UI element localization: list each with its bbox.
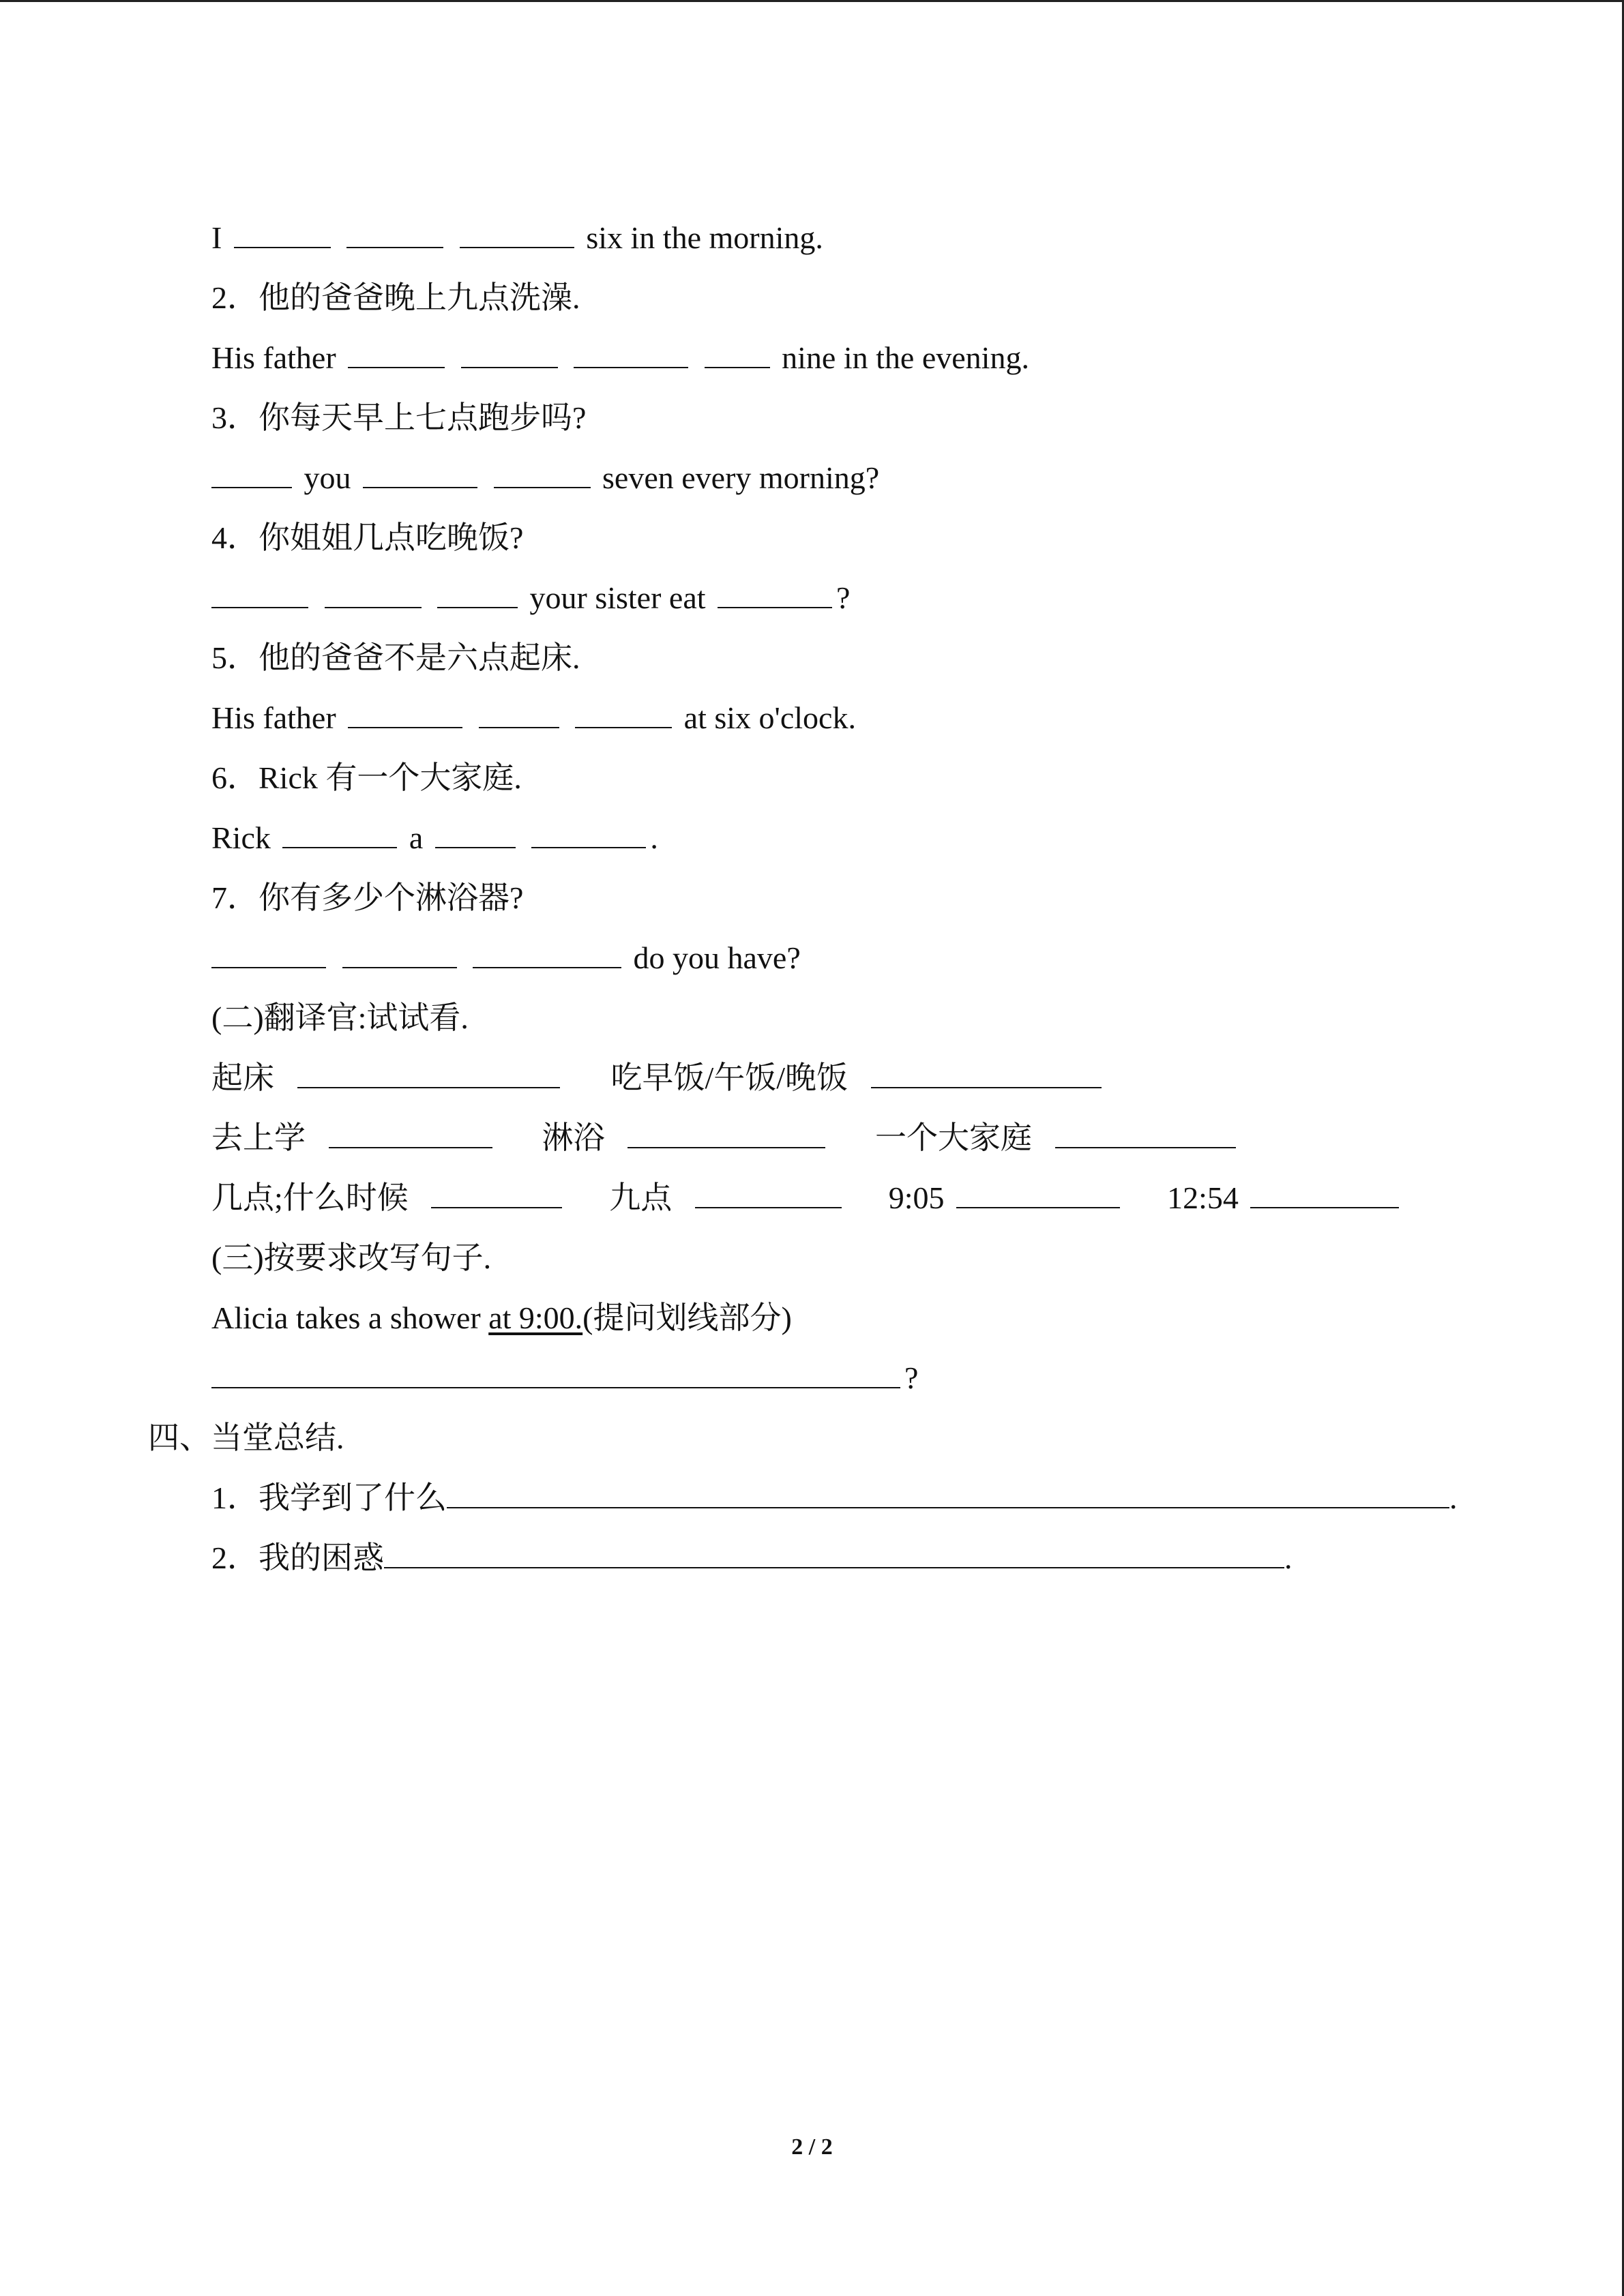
blank[interactable] — [282, 816, 397, 848]
blank[interactable] — [460, 215, 574, 248]
section4-title: 四、当堂总结. — [148, 1420, 344, 1455]
blank[interactable] — [1055, 1116, 1236, 1148]
blank[interactable] — [342, 936, 457, 968]
term-get-up: 起床 — [211, 1060, 274, 1095]
blank[interactable] — [461, 336, 558, 368]
section2-row2 — [0, 1108, 1624, 1168]
blank[interactable] — [871, 1056, 1102, 1088]
q6-tail: . — [650, 820, 658, 855]
blank[interactable] — [211, 1356, 900, 1388]
blank[interactable] — [297, 1056, 560, 1088]
blank[interactable] — [956, 1176, 1120, 1208]
q7-prompt: 7．你有多少个淋浴器? — [211, 880, 524, 915]
blank[interactable] — [435, 816, 516, 848]
blank[interactable] — [325, 576, 422, 608]
blank[interactable] — [346, 215, 443, 248]
section3-answer-line — [0, 1348, 1624, 1408]
q4-prompt: 4．你姐姐几点吃晚饭? — [211, 520, 524, 555]
q4-tail: ? — [836, 580, 851, 615]
section2-row3 — [0, 1168, 1624, 1228]
blank[interactable] — [705, 336, 770, 368]
sentence-text: Alicia takes a shower — [211, 1300, 489, 1335]
blank[interactable] — [718, 576, 832, 608]
blank[interactable] — [575, 696, 672, 728]
q3-prompt: 3．你每天早上七点跑步吗? — [211, 400, 587, 435]
blank[interactable] — [437, 576, 518, 608]
q6-lead: Rick — [211, 820, 271, 855]
blank[interactable] — [695, 1176, 842, 1208]
blank[interactable] — [211, 576, 308, 608]
term-meals: 吃早饭/午饭/晚饭 — [610, 1060, 848, 1095]
q2-prompt: 2．他的爸爸晚上九点洗澡. — [211, 280, 580, 315]
top-border — [0, 0, 1624, 2]
q1-tail: six in the morning. — [586, 220, 823, 255]
q2-answer-line — [0, 328, 1624, 388]
blank[interactable] — [363, 456, 477, 488]
blank[interactable] — [1250, 1176, 1399, 1208]
blank[interactable] — [447, 1476, 1449, 1508]
blank[interactable] — [628, 1116, 825, 1148]
q1-answer-line — [0, 208, 1624, 268]
q6-answer-line — [0, 808, 1624, 868]
q1-lead: I — [211, 220, 222, 255]
term-what-time: 几点;什么时候 — [211, 1180, 409, 1215]
section3-sentence — [0, 1288, 1624, 1348]
blank[interactable] — [234, 215, 331, 248]
q5-lead: His father — [211, 700, 336, 735]
summary-label-1: 1．我学到了什么 — [211, 1480, 447, 1515]
section2-title: (二)翻译官:试试看. — [211, 1000, 469, 1035]
q6-mid: a — [409, 820, 424, 855]
q5-tail: at six o'clock. — [683, 700, 856, 735]
blank[interactable] — [329, 1116, 492, 1148]
blank[interactable] — [211, 456, 292, 488]
q3-mid: you — [304, 460, 351, 495]
blank[interactable] — [531, 816, 646, 848]
answer-tail: ? — [904, 1360, 919, 1395]
blank[interactable] — [384, 1536, 1284, 1568]
blank[interactable] — [348, 696, 462, 728]
term-shower: 淋浴 — [542, 1120, 605, 1155]
summary-label-2: 2．我的困惑 — [211, 1540, 384, 1575]
q5-prompt: 5．他的爸爸不是六点起床. — [211, 640, 580, 675]
term-go-to-school: 去上学 — [211, 1120, 306, 1155]
q6-prompt: 6．Rick 有一个大家庭. — [211, 760, 522, 795]
blank[interactable] — [211, 936, 326, 968]
q2-lead: His father — [211, 340, 336, 375]
q5-answer-line — [0, 688, 1624, 748]
q7-answer-line — [0, 928, 1624, 988]
summary-item-2 — [0, 1528, 1624, 1588]
section3-title: (三)按要求改写句子. — [211, 1240, 492, 1275]
sentence-underlined: at 9:00. — [488, 1300, 583, 1335]
blank[interactable] — [574, 336, 688, 368]
page-number: 2 / 2 — [791, 2134, 833, 2160]
blank[interactable] — [348, 336, 445, 368]
q4-answer-line — [0, 568, 1624, 628]
term-nine-oclock: 九点 — [609, 1180, 673, 1215]
q3-answer-line — [0, 448, 1624, 508]
sentence-instruction: (提问划线部分) — [582, 1300, 792, 1335]
section2-row1 — [0, 1048, 1624, 1108]
summary-tail-1: . — [1449, 1480, 1458, 1515]
blank[interactable] — [473, 936, 621, 968]
summary-tail-2: . — [1284, 1540, 1293, 1575]
blank[interactable] — [494, 456, 591, 488]
term-905: 9:05 — [888, 1180, 945, 1215]
term-1254: 12:54 — [1167, 1180, 1239, 1215]
q4-mid: your sister eat — [529, 580, 706, 615]
worksheet-content — [0, 208, 1624, 1588]
blank[interactable] — [479, 696, 559, 728]
blank[interactable] — [431, 1176, 562, 1208]
term-big-family: 一个大家庭 — [875, 1120, 1032, 1155]
q7-tail: do you have? — [633, 940, 801, 975]
summary-item-1 — [0, 1468, 1624, 1528]
q3-tail: seven every morning? — [602, 460, 880, 495]
q2-tail: nine in the evening. — [782, 340, 1029, 375]
